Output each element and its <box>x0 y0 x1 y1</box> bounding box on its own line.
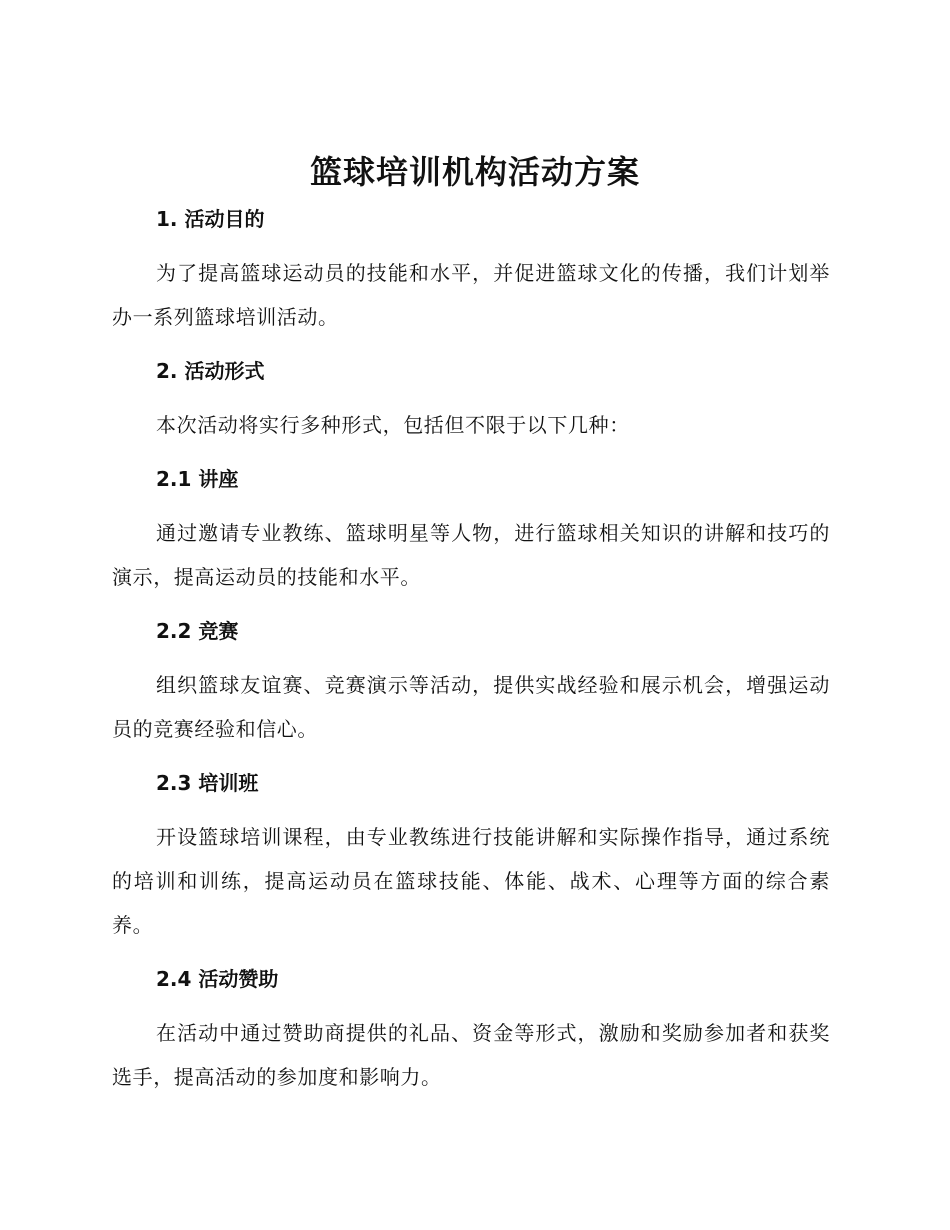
document-title: 篮球培训机构活动方案 <box>309 153 640 191</box>
section-text-sponsorship: 在活动中通过赞助商提供的礼品、资金等形式，激励和奖励参加者和获奖选手，提高活动的参加度和影响力。 <box>112 1021 830 1089</box>
section-heading-lecture: 2.1 讲座 <box>156 467 239 491</box>
section-text-lecture: 通过邀请专业教练、篮球明星等人物，进行篮球相关知识的讲解和技巧的演示，提高运动员的技能和水平。 <box>112 521 830 589</box>
section-text-training-class: 开设篮球培训课程，由专业教练进行技能讲解和实际操作指导，通过系统的培训和训练，提高运动员在篮球技能、体能、战术、心理等方面的综合素养。 <box>112 825 830 937</box>
section-heading-purpose: 1. 活动目的 <box>156 207 265 231</box>
section-heading-sponsorship: 2.4 活动赞助 <box>156 967 279 991</box>
section-heading-training-class: 2.3 培训班 <box>156 771 259 795</box>
document-body <box>112 197 830 1099</box>
section-heading-competition: 2.2 竞赛 <box>156 619 239 643</box>
section-text-purpose: 为了提高篮球运动员的技能和水平，并促进篮球文化的传播，我们计划举办一系列篮球培训活动。 <box>112 261 830 329</box>
section-text-format: 本次活动将实行多种形式，包括但不限于以下几种： <box>156 413 630 437</box>
section-heading-format: 2. 活动形式 <box>156 359 265 383</box>
section-text-competition: 组织篮球友谊赛、竞赛演示等活动，提供实战经验和展示机会，增强运动员的竞赛经验和信心。 <box>112 673 830 741</box>
